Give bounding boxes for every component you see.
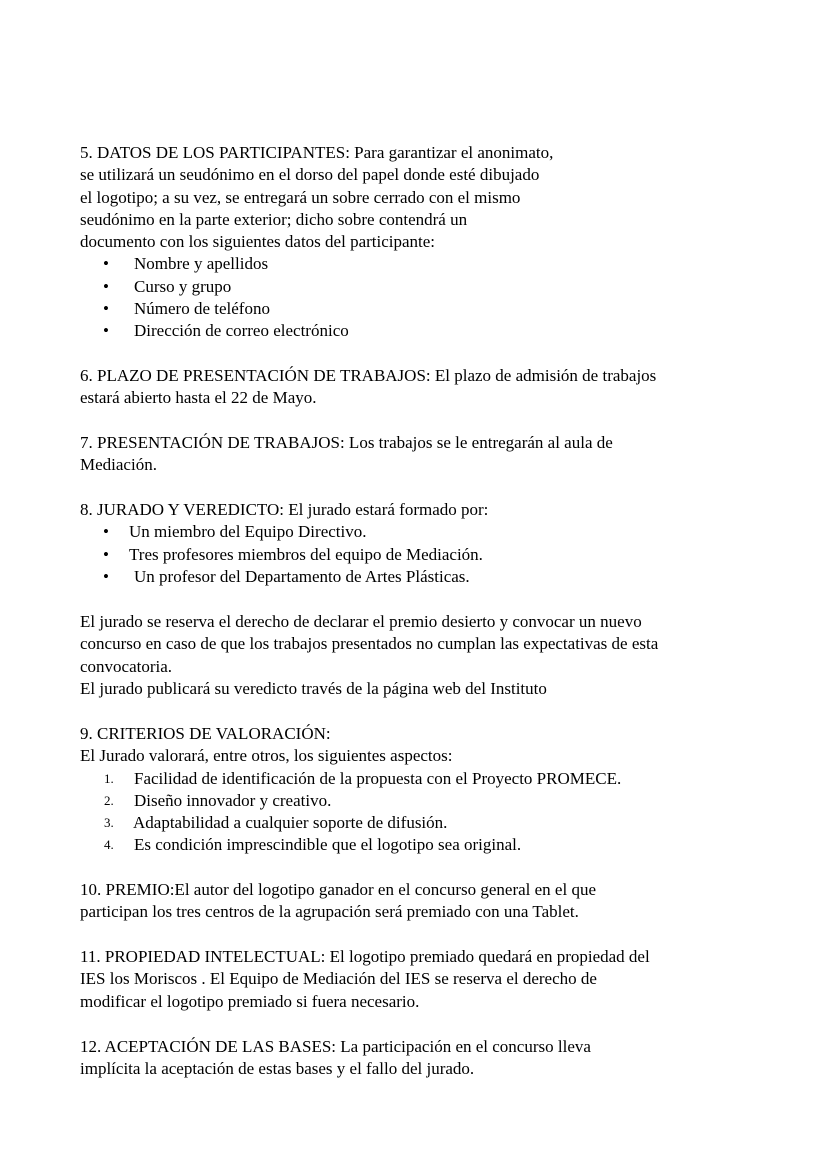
list-item-text: Un miembro del Equipo Directivo. — [129, 522, 367, 542]
section-12-line: implícita la aceptación de estas bases y el fallo del jurado. — [80, 1059, 475, 1079]
section-5-line: 5. DATOS DE LOS PARTICIPANTES: Para garantizar el anonimato, — [80, 143, 554, 162]
section-11-line: 11. PROPIEDAD INTELECTUAL: El logotipo premiado quedará en propiedad del — [80, 947, 650, 966]
section-5-line: seudónimo en la parte exterior; dicho sobre contendrá un — [80, 209, 468, 229]
section-6-line: estará abierto hasta el 22 de Mayo. — [80, 388, 317, 408]
section-7-line: 7. PRESENTACIÓN DE TRABAJOS: Los trabajos se le entregarán al aula de — [80, 433, 613, 452]
section-6-line: 6. PLAZO DE PRESENTACIÓN DE TRABAJOS: El plazo de admisión de trabajos — [80, 366, 657, 385]
list-item-text: Diseño innovador y creativo. — [134, 790, 332, 810]
bullet-icon: • — [103, 254, 109, 274]
section-5-line: el logotipo; a su vez, se entregará un sobre cerrado con el mismo — [80, 187, 521, 207]
list-item-text: Nombre y apellidos — [134, 254, 269, 274]
section-12-line: 12. ACEPTACIÓN DE LAS BASES: La participación en el concurso lleva — [80, 1037, 591, 1056]
list-item-text: Un profesor del Departamento de Artes Plásticas. — [134, 566, 470, 586]
list-item-text: Curso y grupo — [134, 276, 232, 296]
list-item — [80, 790, 760, 812]
bullet-icon: • — [103, 299, 109, 319]
jury-paragraph-line: El jurado publicará su veredicto través de la página web del Instituto — [80, 678, 547, 698]
list-item-number: 2. — [104, 792, 114, 808]
jury-members-list — [80, 521, 760, 588]
bullet-icon: • — [103, 544, 109, 564]
bullet-icon: • — [103, 522, 109, 542]
list-item — [80, 320, 760, 342]
section-8-jury — [80, 499, 760, 588]
list-item — [80, 566, 760, 588]
jury-paragraph-line: El jurado se reserva el derecho de declarar el premio desierto y convocar un nuevo — [80, 612, 642, 631]
list-item-text: Adaptabilidad a cualquier soporte de difusión. — [133, 813, 448, 833]
section-9-intro: El Jurado valorará, entre otros, los siguientes aspectos: — [80, 746, 453, 766]
list-item — [80, 253, 760, 275]
section-11-line: IES los Moriscos . El Equipo de Mediación del IES se reserva el derecho de — [80, 969, 597, 989]
list-item-number: 3. — [104, 815, 114, 831]
bullet-icon: • — [103, 321, 109, 341]
list-item — [80, 521, 760, 543]
list-item-text: Facilidad de identificación de la propuesta con el Proyecto PROMECE. — [134, 768, 622, 788]
bullet-icon: • — [103, 276, 109, 296]
participant-data-list — [80, 253, 760, 342]
section-11-line: modificar el logotipo premiado si fuera necesario. — [80, 991, 420, 1011]
section-5-line: se utilizará un seudónimo en el dorso del papel donde esté dibujado — [80, 165, 540, 185]
section-11-intellectual-property — [80, 946, 760, 1013]
jury-paragraph-line: convocatoria. — [80, 656, 173, 676]
section-7-submission — [80, 432, 760, 477]
section-10-line: 10. PREMIO:El autor del logotipo ganador en el concurso general en el que — [80, 880, 596, 899]
list-item-text: Dirección de correo electrónico — [134, 321, 349, 341]
list-item-number: 1. — [104, 770, 114, 786]
section-5-line: documento con los siguientes datos del participante: — [80, 232, 436, 252]
section-6-deadline — [80, 365, 760, 410]
jury-paragraph-line: concurso en caso de que los trabajos presentados no cumplan las expectativas de esta — [80, 634, 659, 654]
section-9-heading: 9. CRITERIOS DE VALORACIÓN: — [80, 724, 331, 743]
criteria-list — [80, 768, 760, 857]
section-5-participants — [80, 142, 760, 343]
list-item — [80, 834, 760, 856]
list-item — [80, 768, 760, 790]
section-7-line: Mediación. — [80, 455, 157, 475]
section-10-line: participan los tres centros de la agrupación será premiado con una Tablet. — [80, 902, 579, 922]
list-item — [80, 812, 760, 834]
section-8-heading: 8. JURADO Y VEREDICTO: El jurado estará formado por: — [80, 500, 489, 519]
list-item — [80, 298, 760, 320]
section-10-prize — [80, 879, 760, 924]
section-9-criteria — [80, 723, 760, 857]
list-item — [80, 544, 760, 566]
bullet-icon: • — [103, 566, 109, 586]
jury-paragraph — [80, 611, 760, 700]
list-item-text: Número de teléfono — [134, 299, 270, 319]
list-item-number: 4. — [104, 837, 114, 853]
list-item-text: Tres profesores miembros del equipo de Mediación. — [129, 544, 483, 564]
section-12-acceptance — [80, 1036, 760, 1081]
list-item-text: Es condición imprescindible que el logotipo sea original. — [134, 835, 522, 855]
list-item — [80, 276, 760, 298]
